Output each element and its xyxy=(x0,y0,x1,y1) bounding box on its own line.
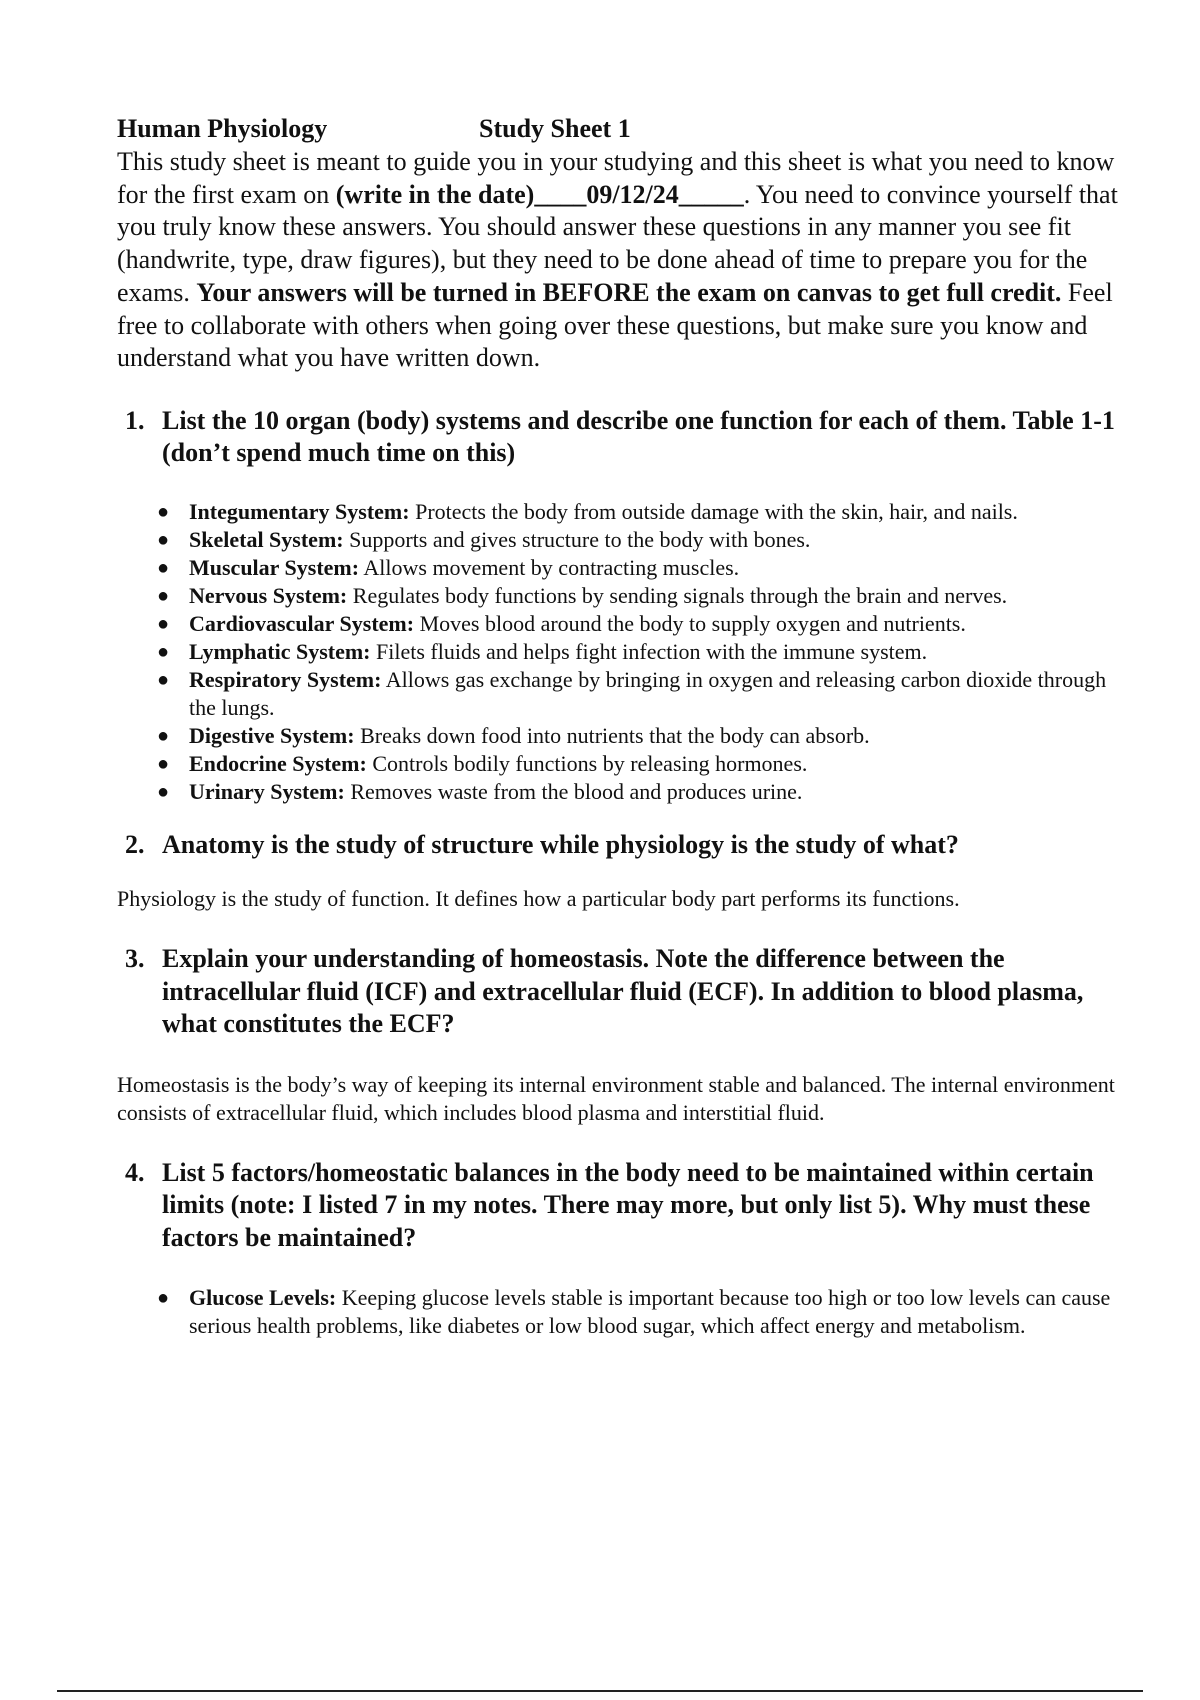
question-4 xyxy=(117,1157,1127,1255)
item-text: Removes waste from the blood and produces urine. xyxy=(344,778,803,804)
question-number: 2. xyxy=(125,829,145,859)
turn-in-note: Your answers will be turned in BEFORE the exam on canvas to get full credit. xyxy=(196,277,1062,307)
item-label: Glucose Levels: xyxy=(189,1285,337,1311)
item-label: Lymphatic System: xyxy=(189,638,371,664)
item-text: Allows movement by contracting muscles. xyxy=(359,554,740,580)
item-label: Cardiovascular System: xyxy=(189,610,415,636)
bullet-icon: ● xyxy=(157,724,170,747)
item-label: Digestive System: xyxy=(189,722,355,748)
item-text: Protects the body from outside damage with the skin, hair, and nails. xyxy=(409,498,1018,524)
item-text: Supports and gives structure to the body with bones. xyxy=(343,526,811,552)
list-item xyxy=(117,666,1127,722)
list-item xyxy=(117,554,1127,582)
bullet-icon: ● xyxy=(157,668,170,691)
course-title: Human Physiology xyxy=(117,114,328,143)
exam-date-prompt: (write in the date)____09/12/24_____ xyxy=(335,179,744,209)
item-text: Moves blood around the body to supply oxygen and nutrients. xyxy=(414,610,966,636)
list-item xyxy=(117,610,1127,638)
list-item xyxy=(117,1284,1127,1340)
intro-paragraph xyxy=(117,146,1127,375)
item-label: Integumentary System: xyxy=(189,498,410,524)
question-text: List 5 factors/homeostatic balances in the body need to be maintained within certain limits (note: I listed 7 in my notes. There may more, but only list 5). Why must these factors be maintained? xyxy=(162,1157,1094,1252)
bullet-icon: ● xyxy=(157,584,170,607)
list-item xyxy=(117,750,1127,778)
item-text: Regulates body functions by sending signals through the brain and nerves. xyxy=(347,582,1008,608)
item-text: Controls bodily functions by releasing hormones. xyxy=(366,750,808,776)
answer-2: Physiology is the study of function. It defines how a particular body part performs its functions. xyxy=(117,886,960,912)
bullet-icon: ● xyxy=(157,640,170,663)
item-text: Keeping glucose levels stable is important because too high or too low levels can cause serious health problems, like diabetes or low blood sugar, which affect energy and metabolism. xyxy=(189,1285,1111,1339)
intro-text-3: Feel free to collaborate with others when going over these questions, but make sure you know and understand what you have written down. xyxy=(117,277,1113,373)
study-sheet-page xyxy=(117,112,1127,1340)
item-label: Skeletal System: xyxy=(189,526,344,552)
list-item xyxy=(117,582,1127,610)
question-number: 4. xyxy=(125,1157,145,1187)
bullet-icon: ● xyxy=(157,500,170,523)
intro-text-2: . You need to convince yourself that you truly know these answers. You should answer these questions in any manner you see fit (handwrite, type, draw figures), but they need to be done ahead of time to prepare you for the exams. xyxy=(117,179,1118,307)
list-item xyxy=(117,498,1127,526)
intro-text-1: This study sheet is meant to guide you in your studying and this sheet is what you need to know for the first exam on xyxy=(117,147,1115,209)
bullet-icon: ● xyxy=(157,528,170,551)
item-text: Filets fluids and helps fight infection with the immune system. xyxy=(370,638,928,664)
item-text: Allows gas exchange by bringing in oxygen and releasing carbon dioxide through the lungs. xyxy=(189,666,1107,720)
question-2 xyxy=(117,829,1127,862)
question-3 xyxy=(117,943,1127,1041)
list-item xyxy=(117,778,1127,806)
organ-systems-list xyxy=(117,498,1127,806)
bullet-icon: ● xyxy=(157,612,170,635)
list-item xyxy=(117,638,1127,666)
answer-3: Homeostasis is the body’s way of keeping its internal environment stable and balanced. The internal environment consists of extracellular fluid, which includes blood plasma and interstitial fluid. xyxy=(117,1071,1115,1125)
sheet-title: Study Sheet 1 xyxy=(479,114,631,143)
bullet-icon: ● xyxy=(157,1287,170,1310)
item-label: Respiratory System: xyxy=(189,666,382,692)
list-item xyxy=(117,526,1127,554)
bullet-icon: ● xyxy=(157,556,170,579)
question-1 xyxy=(117,405,1127,470)
question-text: Explain your understanding of homeostasis. Note the difference between the intracellular fluid (ICF) and extracellular fluid (ECF). In addition to blood plasma, what constitutes the ECF? xyxy=(162,944,1084,1039)
sheet-header xyxy=(117,112,1127,146)
item-text: Breaks down food into nutrients that the body can absorb. xyxy=(354,722,870,748)
question-number: 3. xyxy=(125,944,145,974)
question-text: Anatomy is the study of structure while physiology is the study of what? xyxy=(162,829,959,859)
item-label: Urinary System: xyxy=(189,778,345,804)
item-label: Endocrine System: xyxy=(189,750,367,776)
item-label: Nervous System: xyxy=(189,582,348,608)
question-number: 1. xyxy=(125,405,145,435)
item-label: Muscular System: xyxy=(189,554,360,580)
bullet-icon: ● xyxy=(157,752,170,775)
bullet-icon: ● xyxy=(157,780,170,803)
list-item xyxy=(117,722,1127,750)
question-text: List the 10 organ (body) systems and describe one function for each of them. Table 1-1 (don’t spend much time on this) xyxy=(162,405,1115,468)
homeostatic-factors-list xyxy=(117,1284,1127,1340)
page-footer-divider xyxy=(57,1690,1143,1692)
